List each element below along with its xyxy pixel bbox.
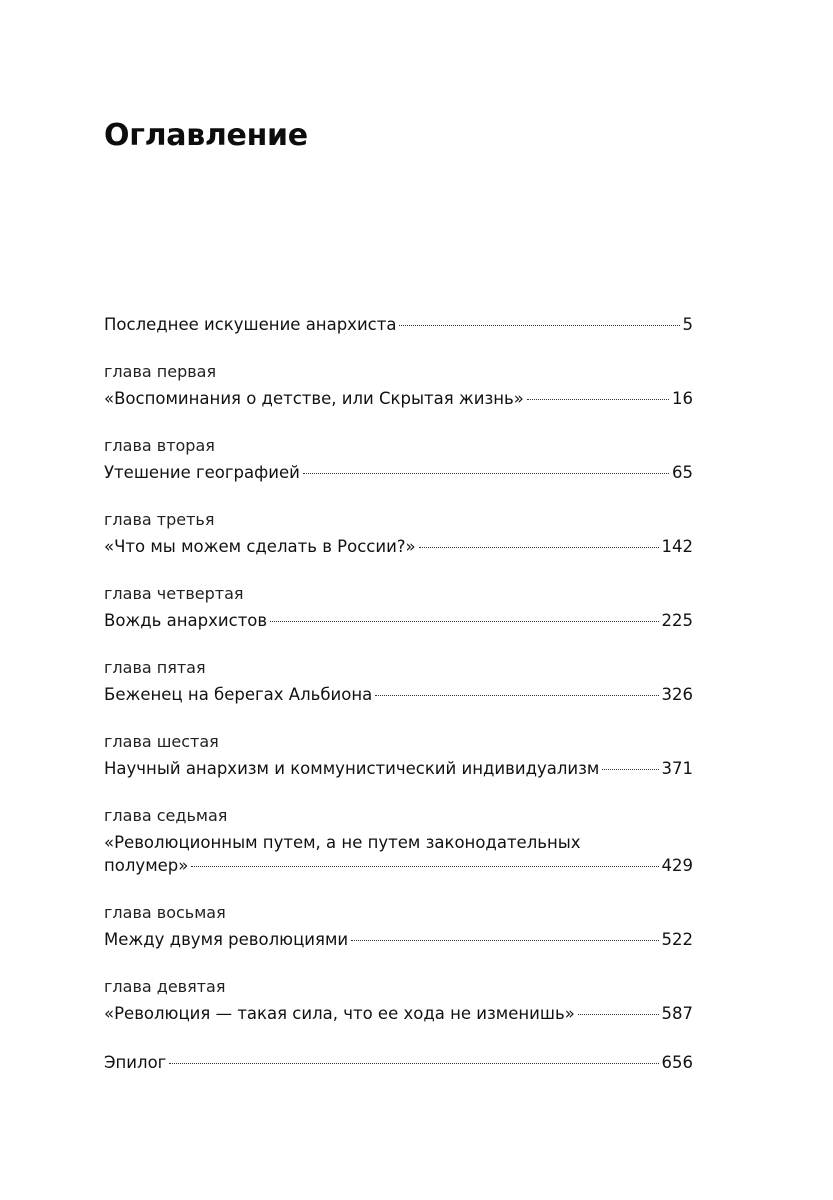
- dot-leader: [578, 1014, 659, 1015]
- toc-page-number: 656: [661, 1053, 693, 1072]
- toc-entry-title: Последнее искушение анархиста: [104, 315, 397, 334]
- toc-page-number: 65: [672, 463, 693, 482]
- toc-entry-chapter-2[interactable]: [104, 434, 693, 484]
- dot-leader: [419, 547, 659, 548]
- toc-page-number: 225: [661, 611, 693, 630]
- chapter-label: глава седьмая: [104, 806, 228, 825]
- toc-entry-epilogue[interactable]: [104, 1051, 693, 1074]
- chapter-label: глава восьмая: [104, 903, 226, 922]
- toc-entry-chapter-4[interactable]: [104, 582, 693, 632]
- toc-entry-title: «Что мы можем сделать в России?»: [104, 537, 416, 556]
- dot-leader: [602, 769, 658, 770]
- dot-leader: [270, 621, 658, 622]
- toc-entry-line: [104, 1002, 693, 1025]
- toc-page-number: 142: [661, 537, 693, 556]
- dot-leader: [375, 695, 658, 696]
- table-of-contents: [104, 313, 693, 1074]
- toc-page-number: 326: [661, 685, 693, 704]
- toc-page-number: 371: [661, 759, 693, 778]
- toc-entry-chapter-1[interactable]: [104, 360, 693, 410]
- chapter-label: глава первая: [104, 362, 217, 381]
- toc-entry-line: [104, 854, 693, 877]
- toc-entry-line: [104, 757, 693, 780]
- toc-entry-chapter-3[interactable]: [104, 508, 693, 558]
- toc-entry-title: Беженец на берегах Альбиона: [104, 685, 373, 704]
- toc-entry-prologue[interactable]: [104, 313, 693, 336]
- toc-entry-title: Вождь анархистов: [104, 611, 268, 630]
- toc-entry-title: Утешение географией: [104, 463, 300, 482]
- document-page: [104, 0, 693, 1200]
- toc-page-number: 429: [661, 856, 693, 875]
- toc-entry-title: Эпилог: [104, 1053, 167, 1072]
- toc-entry-title: «Революция — такая сила, что ее хода не изменишь»: [104, 1004, 575, 1023]
- toc-entry-title: Научный анархизм и коммунистический индивидуализм: [104, 759, 600, 778]
- toc-entry-title: «Воспоминания о детстве, или Скрытая жизнь»: [104, 389, 524, 408]
- chapter-label: глава пятая: [104, 658, 206, 677]
- dot-leader: [399, 325, 679, 326]
- toc-entry-chapter-9[interactable]: [104, 975, 693, 1025]
- toc-entry-line: [104, 461, 693, 484]
- toc-entry-line: [104, 535, 693, 558]
- toc-entry-line: [104, 609, 693, 632]
- toc-entry-chapter-5[interactable]: [104, 656, 693, 706]
- dot-leader: [303, 473, 669, 474]
- dot-leader: [169, 1063, 658, 1064]
- toc-page-number: 5: [682, 315, 693, 334]
- toc-page-number: 522: [661, 930, 693, 949]
- toc-entry-title-second-line: полумер»: [104, 856, 189, 875]
- toc-entry-chapter-7[interactable]: [104, 804, 693, 877]
- chapter-label: глава четвертая: [104, 584, 244, 603]
- toc-entry-title: Между двумя революциями: [104, 930, 349, 949]
- toc-entry-title-first-line: «Революционным путем, а не путем законодательных: [104, 833, 581, 852]
- toc-entry-chapter-8[interactable]: [104, 901, 693, 951]
- chapter-label: глава шестая: [104, 732, 219, 751]
- chapter-label: глава третья: [104, 510, 215, 529]
- toc-entry-line: [104, 928, 693, 951]
- toc-entry-chapter-6[interactable]: [104, 730, 693, 780]
- page-title: Оглавление: [104, 118, 308, 153]
- chapter-label: глава девятая: [104, 977, 226, 996]
- toc-entry-line: [104, 387, 693, 410]
- dot-leader: [351, 940, 658, 941]
- toc-entry-line: [104, 313, 693, 336]
- dot-leader: [527, 399, 669, 400]
- toc-entry-line: [104, 683, 693, 706]
- toc-page-number: 587: [661, 1004, 693, 1023]
- dot-leader: [191, 866, 658, 867]
- toc-entry-line: [104, 1051, 693, 1074]
- chapter-label: глава вторая: [104, 436, 215, 455]
- toc-page-number: 16: [672, 389, 693, 408]
